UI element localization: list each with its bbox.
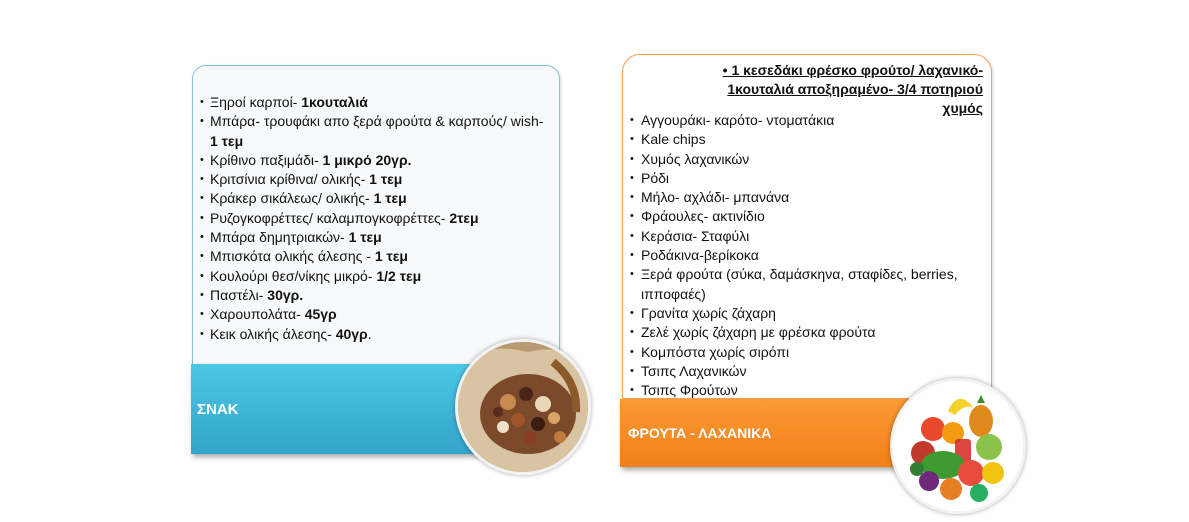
fruits-portion-header: • 1 κεσεδάκι φρέσκο φρούτο/ λαχανικό- 1κουταλιά αποξηραμένο- 3/4 ποτηριού χυμός — [722, 62, 983, 116]
list-item: • Αγγουράκι- καρότο- ντοματάκια — [629, 111, 979, 130]
list-item: • Φράουλες- ακτινίδιο — [629, 207, 979, 226]
fruits-card — [622, 54, 992, 399]
list-item: • Τσιπς Λαχανικών — [629, 362, 979, 381]
list-item: • Κομπόστα χωρίς σιρόπι — [629, 343, 979, 362]
list-item: • Κριτσίνια κρίθινα/ ολικής- 1 τεμ — [199, 170, 551, 189]
list-item: • Ροδάκινα-βερίκοκα — [629, 246, 979, 265]
list-item: • Χυμός λαχανικών — [629, 150, 979, 169]
fruits-vegetables-icon — [890, 378, 1026, 514]
list-item: • Παστέλι- 30γρ. — [199, 286, 551, 305]
list-item: • Ρυζογκοφρέττες/ καλαμπογκοφρέττες- 2τεμ — [199, 209, 551, 228]
list-item: • Κρίθινο παξιμάδι- 1 μικρό 20γρ. — [199, 151, 551, 170]
list-item: • Ρόδι — [629, 169, 979, 188]
list-item: • Μπισκότα ολικής άλεσης - 1 τεμ — [199, 247, 551, 266]
nuts-in-sack-icon — [455, 339, 591, 475]
list-item: • Μπάρα- τρουφάκι απο ξερά φρούτα & καρπούς/ wish- 1 τεμ — [199, 112, 551, 151]
list-item: • Ξηροί καρποί- 1κουταλιά — [199, 93, 551, 112]
list-item: • Κράκερ σικάλεως/ ολικής- 1 τεμ — [199, 189, 551, 208]
list-item: • Κεικ ολικής άλεσης- 40γρ. — [199, 325, 551, 344]
snack-list — [199, 93, 551, 344]
list-item: • Γρανίτα χωρίς ζάχαρη — [629, 304, 979, 323]
fruits-title: ΦΡΟΥΤΑ - ΛΑΧΑΝΙΚΑ — [628, 425, 772, 441]
list-item: • Κουλούρι θεσ/νίκης μικρό- 1/2 τεμ — [199, 267, 551, 286]
fruits-list — [629, 111, 979, 400]
snack-title: ΣΝΑΚ — [197, 401, 239, 418]
snack-card — [192, 65, 560, 365]
list-item: • Kale chips — [629, 130, 979, 149]
list-item: • Μήλο- αχλάδι- μπανάνα — [629, 188, 979, 207]
list-item: • Κεράσια- Σταφύλι — [629, 227, 979, 246]
list-item: • Χαρουπολάτα- 45γρ — [199, 305, 551, 324]
list-item: • Τσιπς Φρούτων — [629, 381, 979, 400]
list-item: • Ξερά φρούτα (σύκα, δαμάσκηνα, σταφίδες, berries, ιπποφαές) — [629, 265, 979, 304]
list-item: • Μπάρα δημητριακών- 1 τεμ — [199, 228, 551, 247]
list-item: • Ζελέ χωρίς ζάχαρη με φρέσκα φρούτα — [629, 323, 979, 342]
